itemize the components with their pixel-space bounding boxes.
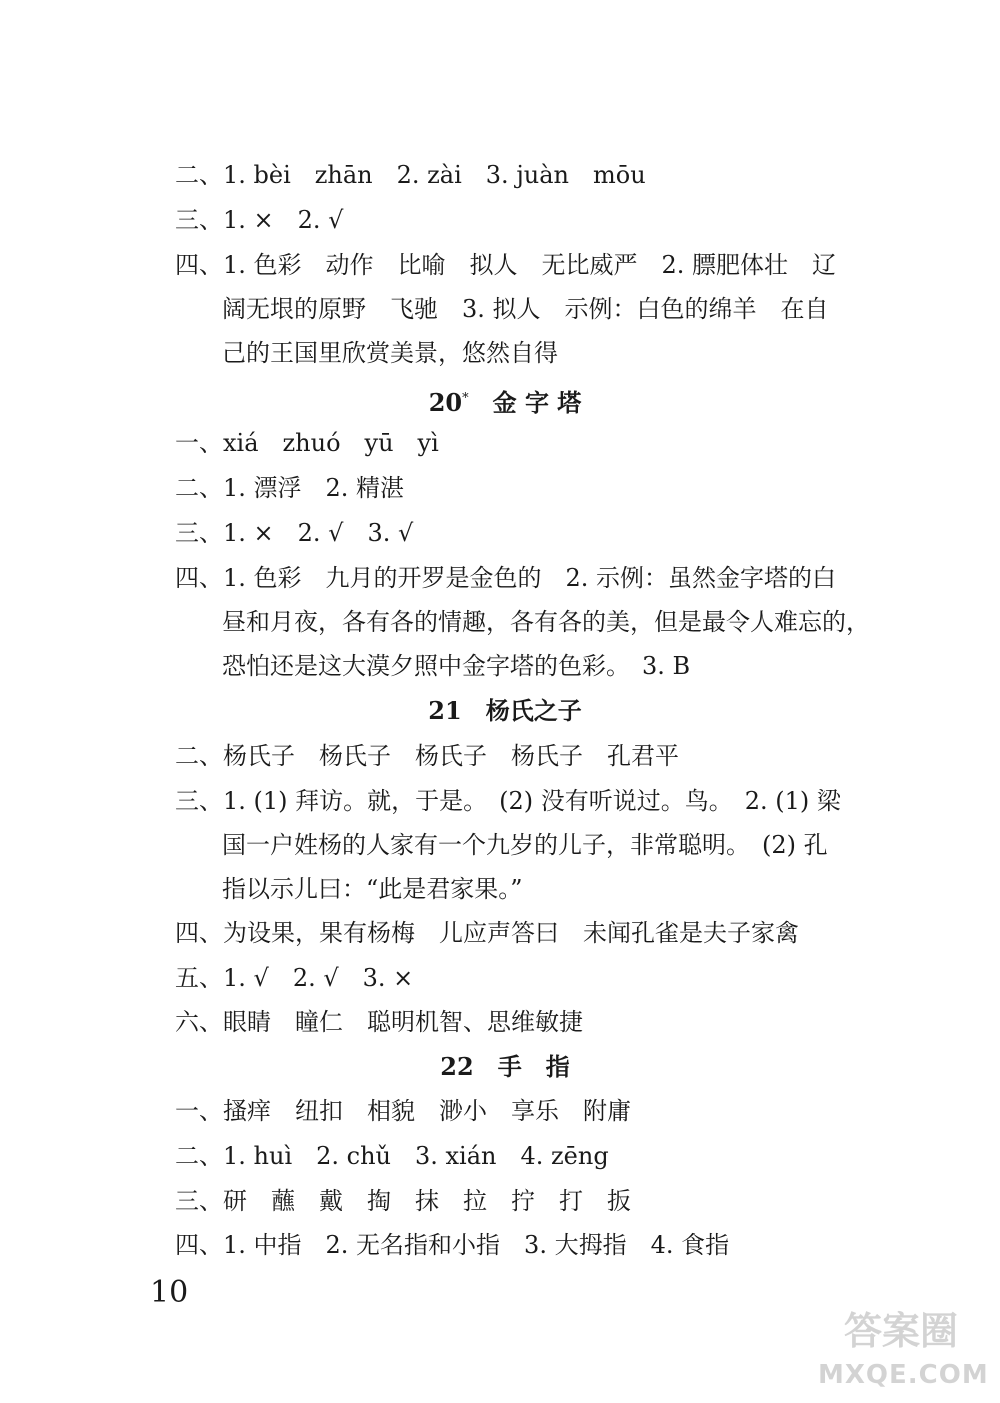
section-title-21: 21 杨氏之子 [428,696,582,725]
answer-line: 二、1. 漂浮 2. 精湛 [175,474,405,502]
answer-line: 二、1. huì 2. chǔ 3. xián 4. zēng [175,1142,609,1170]
page-number: 10 [150,1275,189,1310]
section-title-22: 22 手 指 [440,1052,570,1081]
answer-line: 二、杨氏子 杨氏子 杨氏子 杨氏子 孔君平 [175,742,679,770]
answer-line: 恐怕还是这大漠夕照中金字塔的色彩。 3. B [222,652,691,680]
answer-line: 指以示儿曰：“此是君家果。” [222,875,523,903]
answer-line: 四、1. 色彩 动作 比喻 拟人 无比威严 2. 膘肥体壮 辽 [175,251,837,279]
answer-line: 二、1. bèi zhān 2. zài 3. juàn mōu [175,161,646,189]
answer-line: 三、1. × 2. √ [175,206,344,234]
answer-line: 一、xiá zhuó yū yì [175,429,439,457]
section-number: 20 [428,388,463,417]
answer-line: 六、眼睛 瞳仁 聪明机智、思维敏捷 [175,1008,583,1036]
section-title-20 [175,384,835,418]
answer-line: 阔无垠的原野 飞驰 3. 拟人 示例：白色的绵羊 在自 [222,295,829,323]
answer-line: 己的王国里欣赏美景，悠然自得 [222,339,558,367]
answer-line: 昼和月夜，各有各的情趣，各有各的美，但是最令人难忘的， [222,608,870,636]
answer-line: 一、搔痒 纽扣 相貌 渺小 享乐 附庸 [175,1097,631,1125]
answer-line: 国一户姓杨的人家有一个九岁的儿子，非常聪明。 (2) 孔 [222,831,828,859]
optional-mark: * [462,391,469,406]
watermark-site: MXQE.COM [818,1360,989,1390]
section-name: 金 字 塔 [492,388,582,417]
answer-line: 五、1. √ 2. √ 3. × [175,964,414,992]
answer-line: 四、1. 色彩 九月的开罗是金色的 2. 示例：虽然金字塔的白 [175,564,837,592]
watermark-logo: 答案圈 [843,1308,958,1353]
answer-line: 四、为设果，果有杨梅 儿应声答曰 未闻孔雀是夫子家禽 [175,919,799,947]
answer-line: 三、研 蘸 戴 掏 抹 拉 拧 打 扳 [175,1187,631,1215]
answer-line: 三、1. (1) 拜访。就，于是。 (2) 没有听说过。鸟。 2. (1) 梁 [175,787,841,815]
answer-line: 四、1. 中指 2. 无名指和小指 3. 大拇指 4. 食指 [175,1231,730,1259]
answer-line: 三、1. × 2. √ 3. √ [175,519,414,547]
watermark [818,1306,989,1398]
